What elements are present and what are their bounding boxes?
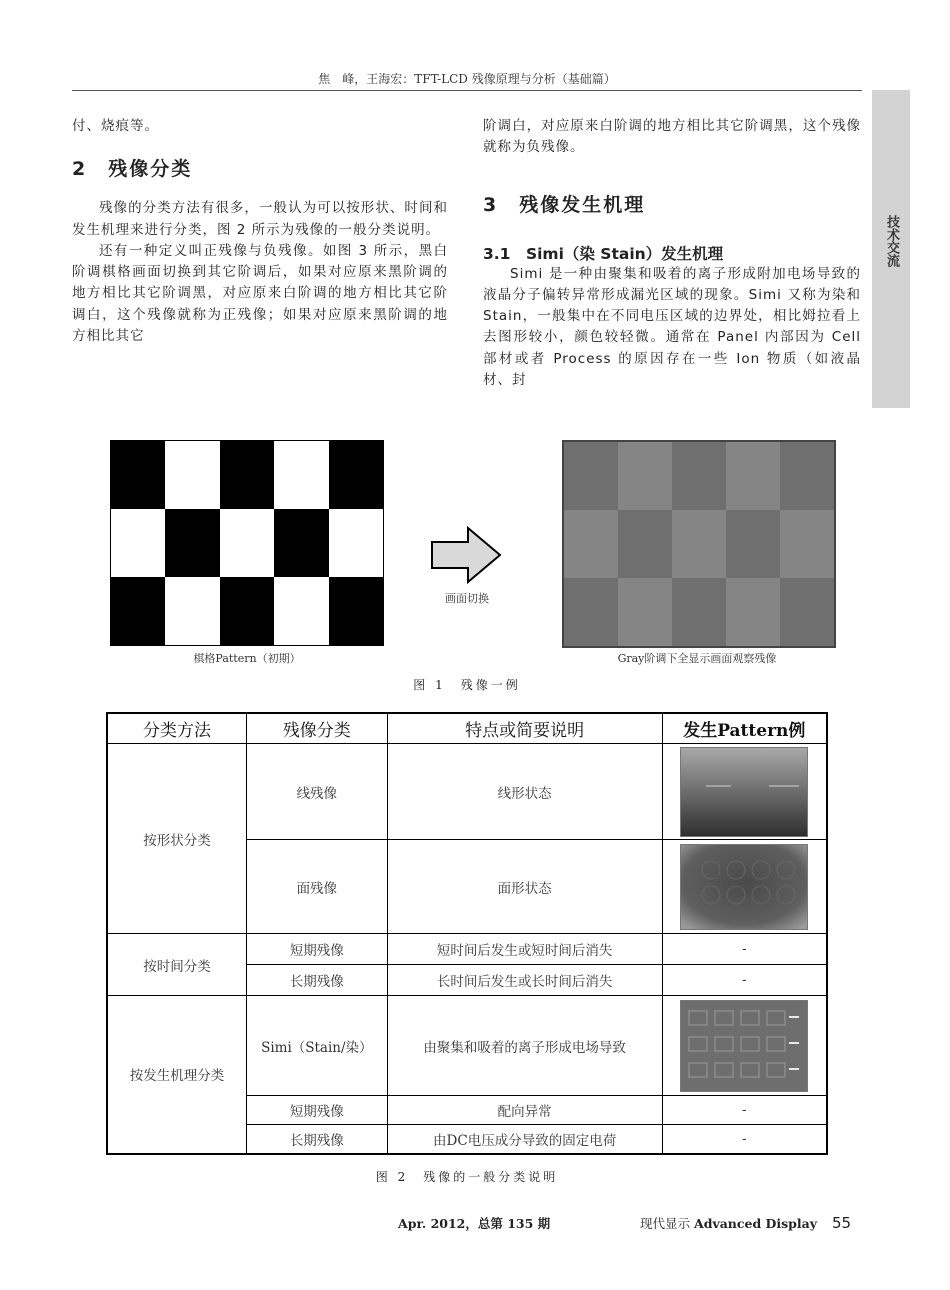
figure-1-caption: 图 1 残像一例 bbox=[413, 678, 521, 692]
gray-cell bbox=[618, 510, 672, 578]
example-cell: - bbox=[662, 934, 827, 965]
stain-residual-image bbox=[680, 1000, 808, 1092]
example-cell bbox=[662, 744, 827, 840]
table-header: 特点或简要说明 bbox=[387, 713, 662, 744]
type-cell: 长期残像 bbox=[247, 1125, 388, 1154]
gray-cell bbox=[726, 578, 780, 646]
paragraph: 还有一种定义叫正残像与负残像。如图 3 所示，黑白阶调棋格画面切换到其它阶调后，如果对应原来黑阶调的地方相比其它阶调黑，对应原来白阶调的地方相比其它阶调白，这个残像就称为正残像；如果对应原来黑阶调的地方相比其它 bbox=[72, 242, 448, 345]
desc-cell: 面形状态 bbox=[387, 840, 662, 934]
table-header: 分类方法 bbox=[107, 713, 247, 744]
switch-label: 画面切换 bbox=[445, 592, 489, 605]
page-number: 55 bbox=[832, 1214, 852, 1232]
journal-name bbox=[640, 1214, 817, 1232]
checker-cell bbox=[111, 441, 165, 509]
paragraph: Simi 是一种由聚集和吸着的离子形成附加电场导致的液晶分子偏转异常形成漏光区域的现象。Simi 又称为染和 Stain，一般集中在不同电压区域的边界处，相比姆拉看上去图形较小，颜色较轻微。通常在 Panel 内部因为 Cell 部材或者 Process 的原因存在一些 Ion 物质（如液晶材、封 bbox=[483, 265, 861, 389]
gray-cell bbox=[618, 578, 672, 646]
left-column bbox=[72, 116, 448, 347]
section-3-1-heading: 3.1 Simi（染 Stain）发生机理 bbox=[483, 244, 724, 263]
checker-cell bbox=[165, 441, 219, 509]
table-header: 发生Pattern例 bbox=[662, 713, 827, 744]
checker-cell bbox=[220, 577, 274, 645]
desc-cell: 长时间后发生或长时间后消失 bbox=[387, 965, 662, 996]
example-cell: - bbox=[662, 1125, 827, 1154]
running-header: 焦 峰，王海宏：TFT-LCD 残像原理与分析（基础篇） bbox=[318, 72, 616, 86]
gray-residual-pattern bbox=[562, 440, 836, 648]
classification-table bbox=[106, 712, 828, 1155]
right-arrow-icon bbox=[430, 526, 502, 584]
checker-cell bbox=[329, 577, 383, 645]
type-cell: 线残像 bbox=[247, 744, 388, 840]
paragraph: 残像的分类方法有很多，一般认为可以按形状、时间和发生机理来进行分类，图 2 所示为残像的一般分类说明。 bbox=[72, 200, 448, 238]
section-2-heading: 2 残像分类 bbox=[72, 158, 193, 181]
gray-cell bbox=[564, 442, 618, 510]
gray-cell bbox=[672, 442, 726, 510]
journal-name-cn: 现代显示 bbox=[640, 1216, 691, 1231]
desc-cell: 线形状态 bbox=[387, 744, 662, 840]
gray-cell bbox=[780, 442, 834, 510]
group-cell-time: 按时间分类 bbox=[107, 934, 247, 996]
type-cell: 面残像 bbox=[247, 840, 388, 934]
desc-cell: 由DC电压成分导致的固定电荷 bbox=[387, 1125, 662, 1154]
header-rule bbox=[72, 90, 862, 91]
figure-1-left-label: 棋格Pattern（初期） bbox=[193, 652, 301, 665]
gray-cell bbox=[780, 578, 834, 646]
issue-info: Apr. 2012，总第 135 期 bbox=[398, 1216, 551, 1231]
checker-cell bbox=[165, 577, 219, 645]
figure-1 bbox=[72, 438, 862, 663]
gray-cell bbox=[564, 510, 618, 578]
gray-cell bbox=[726, 510, 780, 578]
section-3-heading: 3 残像发生机理 bbox=[483, 193, 646, 216]
example-cell bbox=[662, 996, 827, 1096]
checker-cell bbox=[111, 509, 165, 577]
type-cell: 短期残像 bbox=[247, 934, 388, 965]
checker-cell bbox=[329, 441, 383, 509]
table-header: 残像分类 bbox=[247, 713, 388, 744]
group-cell-mechanism: 按发生机理分类 bbox=[107, 996, 247, 1154]
checker-cell bbox=[220, 441, 274, 509]
gray-cell bbox=[726, 442, 780, 510]
figure-1-right-label: Gray阶调下全显示画面观察残像 bbox=[617, 652, 777, 665]
gray-cell bbox=[672, 510, 726, 578]
table-row bbox=[107, 934, 827, 965]
gray-cell bbox=[564, 578, 618, 646]
side-tab-label bbox=[872, 215, 910, 272]
right-column bbox=[483, 116, 861, 391]
desc-cell: 短时间后发生或短时间后消失 bbox=[387, 934, 662, 965]
example-cell: - bbox=[662, 1096, 827, 1125]
checker-cell bbox=[111, 577, 165, 645]
checkerboard-pattern bbox=[110, 440, 384, 646]
type-cell: 长期残像 bbox=[247, 965, 388, 996]
checker-cell bbox=[274, 509, 328, 577]
checker-cell bbox=[329, 509, 383, 577]
side-tab-text: 技术交流 bbox=[884, 215, 899, 267]
journal-name-en: Advanced Display bbox=[694, 1216, 818, 1231]
table-row bbox=[107, 996, 827, 1096]
figure-2-caption: 图 2 残像的一般分类说明 bbox=[375, 1170, 559, 1184]
example-cell: - bbox=[662, 965, 827, 996]
paragraph: 阶调白，对应原来白阶调的地方相比其它阶调黑，这个残像就称为负残像。 bbox=[483, 118, 861, 156]
desc-cell: 配向异常 bbox=[387, 1096, 662, 1125]
example-cell bbox=[662, 840, 827, 934]
gray-cell bbox=[618, 442, 672, 510]
group-cell-shape: 按形状分类 bbox=[107, 744, 247, 934]
line-residual-image bbox=[680, 747, 808, 837]
area-residual-image bbox=[680, 844, 808, 930]
checker-cell bbox=[274, 441, 328, 509]
desc-cell: 由聚集和吸着的离子形成电场导致 bbox=[387, 996, 662, 1096]
type-cell: Simi（Stain/染） bbox=[247, 996, 388, 1096]
type-cell: 短期残像 bbox=[247, 1096, 388, 1125]
gray-cell bbox=[672, 578, 726, 646]
checker-cell bbox=[220, 509, 274, 577]
paragraph: 付、烧痕等。 bbox=[72, 118, 159, 134]
table-row bbox=[107, 744, 827, 840]
checker-cell bbox=[165, 509, 219, 577]
table-header-row bbox=[107, 713, 827, 744]
checker-cell bbox=[274, 577, 328, 645]
gray-cell bbox=[780, 510, 834, 578]
